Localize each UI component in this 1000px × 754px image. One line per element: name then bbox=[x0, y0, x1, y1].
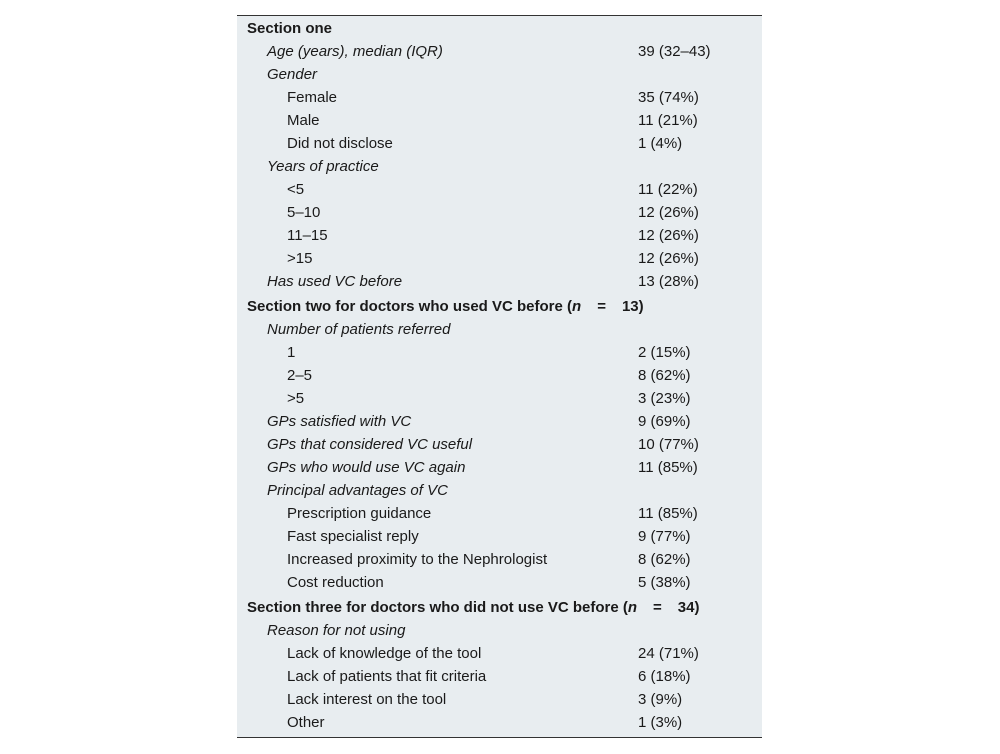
table-row bbox=[237, 270, 762, 293]
row-value: 13 (28%) bbox=[638, 273, 699, 290]
equals-sign: = bbox=[653, 599, 662, 616]
equals-sign: = bbox=[597, 298, 606, 315]
row-value: 6 (18%) bbox=[638, 668, 691, 685]
row-label: Female bbox=[287, 89, 338, 106]
row-label: Other bbox=[287, 714, 325, 731]
row-label: Lack interest on the tool bbox=[287, 691, 447, 708]
table-row bbox=[237, 479, 762, 502]
row-value: 12 (26%) bbox=[638, 204, 699, 221]
n-value: 13) bbox=[621, 298, 644, 315]
row-label: 1 bbox=[287, 344, 296, 361]
row-value: 12 (26%) bbox=[638, 227, 699, 244]
table-row bbox=[237, 247, 762, 270]
row-label: Number of patients referred bbox=[267, 321, 451, 338]
table-row bbox=[237, 341, 762, 364]
table-row bbox=[237, 665, 762, 688]
row-value: 3 (23%) bbox=[638, 390, 691, 407]
row-label: Did not disclose bbox=[287, 135, 393, 152]
n-symbol: n bbox=[627, 599, 638, 616]
row-label: Male bbox=[287, 112, 320, 129]
section-heading-text: Section three for doctors who did not use VC before ( bbox=[247, 599, 628, 616]
row-label: Has used VC before bbox=[267, 273, 403, 290]
row-value: 5 (38%) bbox=[638, 574, 691, 591]
row-value: 35 (74%) bbox=[638, 89, 699, 106]
results-table bbox=[237, 15, 762, 738]
table-row-section-one bbox=[237, 17, 762, 40]
row-label: >15 bbox=[287, 250, 313, 267]
table-row bbox=[237, 571, 762, 594]
row-value: 9 (77%) bbox=[638, 528, 691, 545]
row-value: 12 (26%) bbox=[638, 250, 699, 267]
row-value: 8 (62%) bbox=[638, 367, 691, 384]
section-heading-text: Section two for doctors who used VC before ( bbox=[247, 298, 573, 315]
table-row bbox=[237, 548, 762, 571]
row-label: Prescription guidance bbox=[287, 505, 432, 522]
table-row bbox=[237, 40, 762, 63]
table-row bbox=[237, 178, 762, 201]
table-row bbox=[237, 155, 762, 178]
row-label: Principal advantages of VC bbox=[267, 482, 448, 499]
table-row bbox=[237, 132, 762, 155]
row-value: 11 (85%) bbox=[638, 505, 698, 522]
section-heading: Section one bbox=[247, 20, 333, 37]
table-row bbox=[237, 642, 762, 665]
row-value: 10 (77%) bbox=[638, 436, 699, 453]
table-row bbox=[237, 711, 762, 734]
row-label: 2–5 bbox=[287, 367, 313, 384]
row-value: 9 (69%) bbox=[638, 413, 691, 430]
row-label: 5–10 bbox=[287, 204, 321, 221]
row-label: <5 bbox=[287, 181, 305, 198]
table-row bbox=[237, 619, 762, 642]
row-value: 39 (32–43) bbox=[638, 43, 711, 60]
row-label: Cost reduction bbox=[287, 574, 384, 591]
table-row bbox=[237, 433, 762, 456]
row-value: 1 (4%) bbox=[638, 135, 683, 152]
row-label: GPs who would use VC again bbox=[267, 459, 466, 476]
table-row-section-two bbox=[237, 295, 762, 318]
row-value: 11 (85%) bbox=[638, 459, 698, 476]
row-value: 1 (3%) bbox=[638, 714, 683, 731]
section-heading bbox=[247, 596, 699, 619]
row-label: Increased proximity to the Nephrologist bbox=[287, 551, 548, 568]
row-label: >5 bbox=[287, 390, 305, 407]
table-row bbox=[237, 502, 762, 525]
table-row-section-three bbox=[237, 596, 762, 619]
row-label: 11–15 bbox=[287, 227, 328, 244]
row-label: Lack of patients that fit criteria bbox=[287, 668, 487, 685]
row-value: 2 (15%) bbox=[638, 344, 691, 361]
table-row bbox=[237, 688, 762, 711]
row-label: Lack of knowledge of the tool bbox=[287, 645, 482, 662]
row-value: 24 (71%) bbox=[638, 645, 699, 662]
row-value: 3 (9%) bbox=[638, 691, 683, 708]
row-label: Fast specialist reply bbox=[287, 528, 419, 545]
table-row bbox=[237, 86, 762, 109]
table-row bbox=[237, 364, 762, 387]
table-row bbox=[237, 410, 762, 433]
row-label: Reason for not using bbox=[267, 622, 406, 639]
table-row bbox=[237, 201, 762, 224]
row-label: Years of practice bbox=[267, 158, 379, 175]
table-row bbox=[237, 63, 762, 86]
table-row bbox=[237, 525, 762, 548]
table-row bbox=[237, 456, 762, 479]
table-row bbox=[237, 109, 762, 132]
n-value: 34) bbox=[677, 599, 700, 616]
table-row bbox=[237, 387, 762, 410]
section-heading bbox=[247, 295, 644, 318]
row-label: Gender bbox=[267, 66, 318, 83]
row-value: 8 (62%) bbox=[638, 551, 691, 568]
table-row bbox=[237, 224, 762, 247]
row-label: Age (years), median (IQR) bbox=[267, 43, 443, 60]
row-value: 11 (21%) bbox=[638, 112, 698, 129]
row-label: GPs satisfied with VC bbox=[267, 413, 412, 430]
row-label: GPs that considered VC useful bbox=[267, 436, 473, 453]
table-row bbox=[237, 318, 762, 341]
row-value: 11 (22%) bbox=[638, 181, 698, 198]
n-symbol: n bbox=[572, 298, 582, 315]
